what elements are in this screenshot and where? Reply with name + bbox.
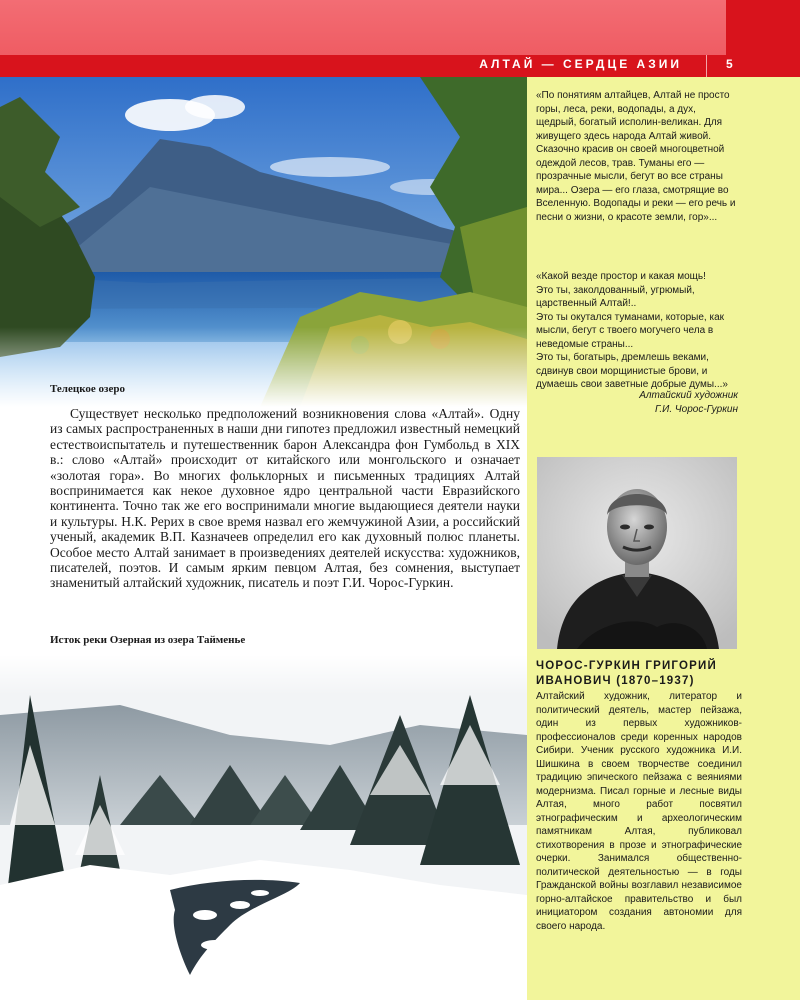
bio-text: Алтайский художник, литератор и политический деятель, мастер пейзажа, один из первых художников-профессионалов среди коренных народов Сибири. Ученик русского художника И.И. Шишкина в своем творчестве соединил традицию эпического пейзажа с веяниями модернизма. Писал горные и лесные виды Алтая, много работ посвятил этнографическим и археологическим памятникам Алтая, публиковал стихотворения в прозе и этнографические очерки. Занимался общественно-политической деятельностью — в годы Гражданской войны возглавил независимое горно-алтайское правительство и был инициатором создания автономии для своего народа. <box>536 691 742 932</box>
attribution-role: Алтайский художник <box>639 390 738 401</box>
top-band <box>0 0 800 55</box>
portrait-photo <box>537 457 737 649</box>
quote-first: «По понятиям алтайцев, Алтай не просто горы, леса, реки, водопады, а дух, щедрый, богатый исполин-великан. Для живущего здесь народа Алтай живой. Сказочно красив он своей многоцветной одеждой лесов, трав. Туманы его — прозрачные мысли, бегут во все страны мира... Озера — его глаза, смотрящие во Вселенную. Водопады и реки — его речь и песни о жизни, о красоте земли, гор»... <box>536 90 736 223</box>
quote-second <box>536 270 738 392</box>
river-photo-caption: Исток реки Озерная из озера Тайменье <box>50 634 246 646</box>
quote-second-line: Это ты окутался туманами, которые, как мысли, бегут с твоего могучего чела в неведомые страны... <box>536 311 725 350</box>
attribution-name: Г.И. Чорос-Гуркин <box>654 404 738 415</box>
header-divider <box>706 55 707 77</box>
quote-attribution <box>536 389 738 417</box>
lake-photo-caption: Телецкое озеро <box>50 383 125 395</box>
snowy-river-photo <box>0 655 527 1000</box>
quote-second-line: Это ты, богатырь, дремлешь веками, сдвинув свои морщинистые брови, и думаешь свои заветные добрые думы...» <box>536 352 728 390</box>
bio-name: ЧОРОС-ГУРКИН ГРИГОРИЙ ИВАНОВИЧ (1870–1937) <box>536 660 717 687</box>
running-header-title: АЛТАЙ — СЕРДЦЕ АЗИИ <box>479 57 682 71</box>
page-number: 5 <box>726 57 733 71</box>
quote-second-line: «Какой везде простор и какая мощь! <box>536 271 706 282</box>
top-band-corner <box>726 0 800 55</box>
quote-second-line: Это ты, заколдованный, угрюмый, царственный Алтай!.. <box>536 284 695 309</box>
lake-photo <box>0 77 527 407</box>
main-paragraph: Существует несколько предположений возникновения слова «Алтай». Одну из самых распространенных в наши дни гипотез предложил известный немецкий естествоиспытатель и путешественник барон Александра фон Гумбольд в XIX в.: слово «Алтай» происходит от китайского или монгольского и означает «золотая гора». Во многих фольклорных и письменных традициях Алтай воспринимается как некое духовное ядро центральной части Евразийского континента. Точно так же его воспринимали многие выдающиеся деятели науки и культуры. Н.К. Рерих в свое время назвал его жемчужиной Азии, а российский ученый, академик В.П. Казначеев определил его как духовный полюс планеты. Особое место Алтай занимает в произведениях деятелей искусства: художников, писателей, поэтов. И самым ярким певцом Алтая, без сомнения, выступает знаменитый алтайский художник, писатель и поэт Г.И. Чорос-Гуркин. <box>50 406 520 591</box>
